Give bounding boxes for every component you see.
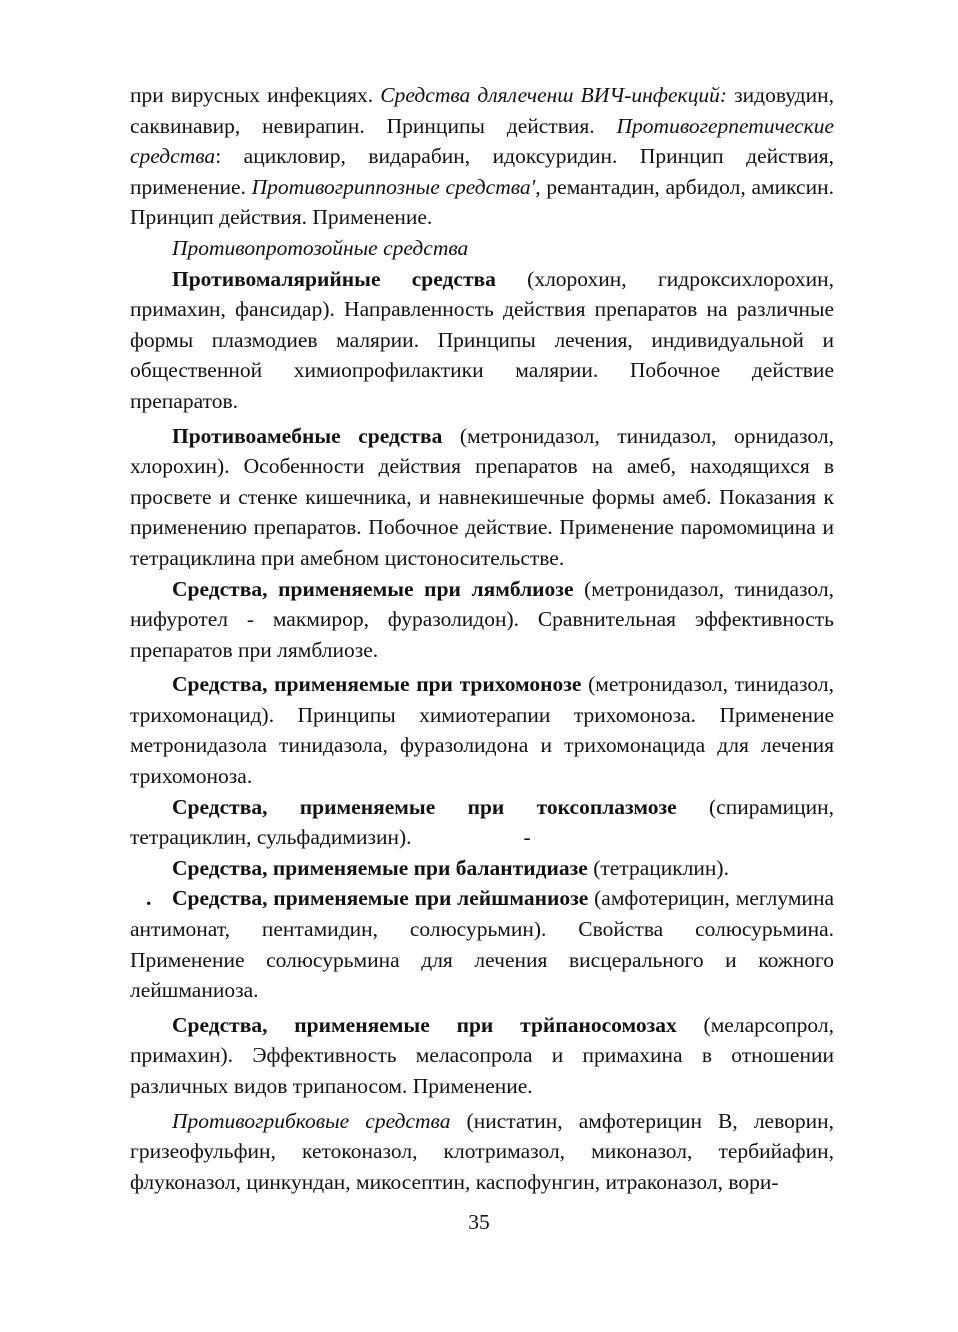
italic-term: Противогерпетические средства [130, 113, 834, 169]
paragraph-trichomoniasis [130, 669, 834, 791]
text-run: (метронидазол, тинидазол, трихомонацид). Принципы химиотерапии трихомоноза. Применение метронидазола тинидазола, фуразолидона и трихомонацида для лечения трихомоноза. [130, 672, 834, 789]
paragraph-antifungal [130, 1106, 834, 1198]
paragraph-antimalarial [130, 264, 834, 417]
text-run: (метронидазол, тинидазол, нифуротел - макмирор, фуразолидон). Сравнительная эффективность препаратов при лямблиозе. [130, 576, 834, 662]
italic-term: Средства длялеченш ВИЧ-инфекций: [380, 83, 728, 107]
bold-term: Противоамебные средства [172, 423, 443, 448]
paragraph-antiamoebic [130, 421, 834, 574]
text-run: (метронидазол, тинидазол, орнидазол, хлорохин). Особенности действия препаратов на амеб, находящихся в просвете и стенке кишечника, и навнекишечные формы амеб. Показания к применению препаратов. Побочное действие. Применение паромомицина и тетрациклина при амебном цистоносительстве. [130, 423, 834, 570]
italic-term: Противогриппозные средства', [251, 174, 541, 199]
paragraph-giardiasis [130, 574, 834, 666]
paragraph-balantidiasis [130, 853, 834, 884]
bold-term: Средства, применяемые при балантидиазе [172, 855, 588, 880]
text-run: (хлорохин, гидроксихлорохин, примахин, фансидар). Направленность действия препаратов на различные формы плазмодиев малярии. Принципы лечения, индивидуальной и общественной химиопрофилактики малярии. Побочное действие препаратов. [130, 266, 834, 413]
text-run: зидовудин, саквинавир, невирапин. Принципы действия. [130, 83, 834, 138]
paragraph-leishmaniasis [130, 883, 834, 1005]
text-run: : ацикловир, видарабин, идоксуридин. Принцип действия, применение. [130, 144, 834, 199]
bold-term: Средства, применяемые при токсоплазмозе [172, 794, 677, 819]
bold-term: Средства, применяемые при трихомонозе [172, 672, 582, 697]
text-run: (тетрациклин). [587, 855, 729, 880]
paragraph-antiviral [130, 80, 834, 233]
stray-dash: - [523, 825, 531, 850]
text-run: ремантадин, арбидол, амиксин. Принцип действия. Применение. [130, 174, 834, 230]
paragraph-trypanosomiasis [130, 1010, 834, 1102]
text-run: (меларсопрол, примахин). Эффективность меласопрола и примахина в отношении различных видов трипаносом. Применение. [130, 1012, 834, 1098]
text-run: (нистатин, амфотерицин В, леворин, гризеофульфин, кетоконазол, клотримазол, миконазол, тербийафин, флуконазол, цинкундан, микосептин, каспофунгин, итраконазол, вори- [130, 1108, 834, 1194]
paragraph-toxoplasmosis [130, 792, 834, 853]
bold-term: Противомалярийные средства [172, 266, 496, 291]
italic-term: Противогрибковые средства [172, 1108, 451, 1133]
bold-term: Средства, применяемые при лямблиозе [172, 576, 574, 601]
page-number: 35 [468, 1210, 490, 1234]
document-page [130, 80, 834, 1197]
stray-dot: . [146, 886, 152, 911]
bold-term: Средства, применяемые при лейшманиозе [172, 886, 589, 911]
section-heading: Противопротозойные средства [172, 235, 469, 260]
bold-term: Средства, применяемые при трйпаносомозах [172, 1012, 677, 1037]
text-run: при вирусных инфекциях. [130, 83, 381, 107]
text-run: (амфотерицин, меглумина антимонат, пентамидин, солюсурьмин). Свойства солюсурьмина. Применение солюсурьмина для лечения висцерального и кожного лейшманиоза. [130, 886, 834, 1003]
text-run: (спирамицин, тетрациклин, сульфадимизин). [130, 794, 834, 850]
